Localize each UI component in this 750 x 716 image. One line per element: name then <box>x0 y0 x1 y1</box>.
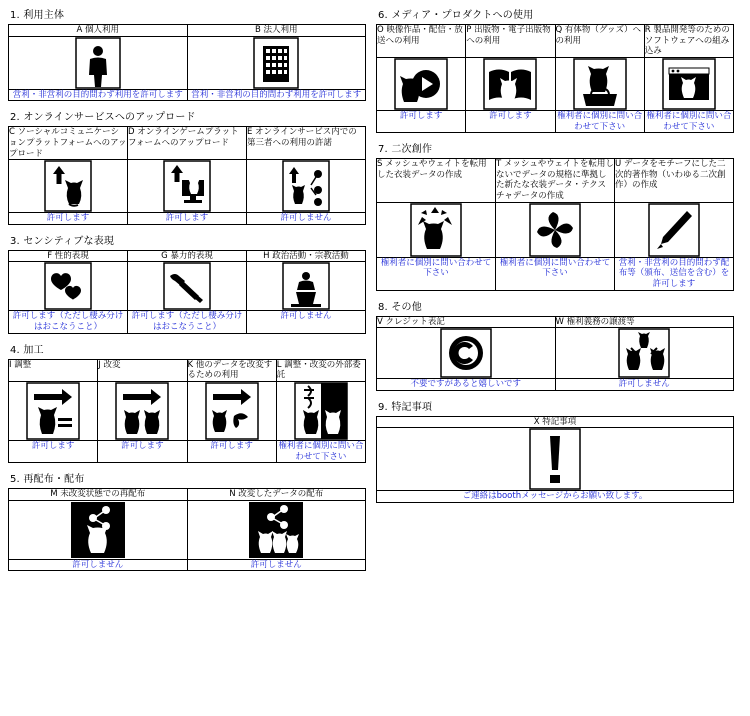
item-header-m: M 未改変状態での再配布 <box>9 489 188 501</box>
item-icon-s <box>377 202 496 257</box>
item-icon-q <box>555 57 644 110</box>
item-header-c: C ソーシャルコミュニケーションプラットフォームへのアップロード <box>9 127 127 159</box>
item-permission-u: 営利・非営利の目的問わず配布等（頒布、送信を含む）を許可します <box>614 257 733 290</box>
transfer-cats-icon <box>613 328 675 378</box>
section-8-title: 8. その他 <box>378 301 422 313</box>
section-5 <box>8 470 366 571</box>
item-icon-r <box>644 57 733 110</box>
play-button-icon <box>390 58 452 110</box>
item-icon-n <box>187 500 366 559</box>
item-icon-k <box>187 381 276 440</box>
section-6 <box>376 6 734 133</box>
section-1 <box>8 6 366 101</box>
item-permission-m: 許可しません <box>9 559 188 571</box>
item-header-t: T メッシュやウェイトを転用しないでデータの規格に準拠した新たな衣装データ・テクスチャデータの作成 <box>495 159 614 201</box>
item-header-k: K 他のデータを改変するための利用 <box>187 359 276 381</box>
section-6-table <box>376 24 734 133</box>
cat-handoff-icon <box>290 382 352 440</box>
item-icon-x <box>377 428 734 491</box>
section-3-title: 3. センシティブな表現 <box>10 235 115 247</box>
item-header-d: D オンラインゲームプラットフォームへのアップロード <box>127 127 246 160</box>
item-permission-h: 許可しません <box>246 311 365 333</box>
item-icon-o <box>377 57 466 110</box>
item-icon-w <box>555 328 734 379</box>
knife-icon <box>158 262 216 310</box>
item-icon-v <box>377 328 556 379</box>
item-permission-l: 権利者に個別に問い合わせて下さい <box>276 440 365 462</box>
item-header-p: P 出版物・電子出版物への利用 <box>466 25 555 58</box>
cat-share-black-icon <box>65 501 131 559</box>
item-permission-v: 不要ですがあると嬉しいです <box>377 379 556 391</box>
item-permission-p: 許可します <box>466 110 555 132</box>
section-8 <box>376 298 734 391</box>
copyright-icon <box>435 328 497 378</box>
item-permission-x: ご連絡はboothメッセージからお願い致します。 <box>377 491 734 503</box>
item-header-s: S メッシュやウェイトを転用した衣装データの作成 <box>377 159 496 203</box>
person-icon <box>68 37 128 89</box>
item-header-b: B 法人利用 <box>187 25 366 37</box>
item-header-x: X 特記事項 <box>377 416 734 428</box>
item-permission-g: 許可します（ただし棲み分けはおこなうこと） <box>127 311 246 333</box>
item-header-w: W 権利義務の譲渡等 <box>555 316 734 328</box>
section-3 <box>8 232 366 334</box>
item-permission-j: 許可します <box>98 440 187 462</box>
item-header-h: H 政治活動・宗教活動 <box>246 250 365 262</box>
item-header-e: E オンラインサービス内での第三者への利用の許諾 <box>246 127 365 160</box>
cats-share-icon <box>243 501 309 559</box>
item-icon-a <box>9 36 188 89</box>
item-permission-k: 許可します <box>187 440 276 462</box>
item-header-i: I 調整 <box>9 359 98 381</box>
item-header-g: G 暴力的表現 <box>127 250 246 262</box>
podium-icon <box>277 262 335 310</box>
item-icon-t <box>495 202 614 257</box>
item-icon-d <box>127 160 246 213</box>
section-2-title: 2. オンラインサービスへのアップロード <box>10 112 196 124</box>
item-header-f: F 性的表現 <box>9 250 128 262</box>
item-header-q: Q 有体物（グッズ）への利用 <box>555 25 644 58</box>
item-permission-t: 権利者に個別に問い合わせて下さい <box>495 257 614 290</box>
hearts-icon <box>39 262 97 310</box>
item-icon-g <box>127 262 246 311</box>
section-7-table <box>376 158 734 290</box>
cat-upload-icon <box>39 160 97 212</box>
item-permission-s: 権利者に個別に問い合わせて下さい <box>377 257 496 290</box>
item-icon-h <box>246 262 365 311</box>
item-icon-c <box>9 160 128 213</box>
left-column <box>8 6 366 710</box>
section-2-table <box>8 126 366 225</box>
section-4-title: 4. 加工 <box>10 344 44 356</box>
section-8-table <box>376 316 734 391</box>
item-permission-e: 許可しません <box>246 213 365 225</box>
section-9-table <box>376 416 734 503</box>
book-cat-icon <box>479 58 541 110</box>
section-1-table <box>8 24 366 101</box>
item-permission-q: 権利者に個別に問い合わせて下さい <box>555 110 644 132</box>
section-1-title: 1. 利用主体 <box>10 10 65 21</box>
item-icon-m <box>9 500 188 559</box>
item-permission-n: 許可しません <box>187 559 366 571</box>
brush-icon <box>643 203 705 257</box>
cat-equal-icon <box>22 382 84 440</box>
exclamation-icon <box>522 428 588 490</box>
item-header-a: A 個人利用 <box>9 25 188 37</box>
right-column <box>376 6 734 710</box>
section-7-title: 7. 二次創作 <box>378 144 433 156</box>
section-5-table <box>8 488 366 571</box>
cat-share-icon <box>277 160 335 212</box>
cat-arrow-shape-icon <box>201 382 263 440</box>
item-permission-o: 許可します <box>377 110 466 132</box>
item-header-r: R 製品開発等のためのソフトウェアへの組み込み <box>644 25 733 58</box>
section-5-title: 5. 再配布・配布 <box>10 474 85 486</box>
item-permission-r: 権利者に個別に問い合わせて下さい <box>644 110 733 132</box>
item-icon-j <box>98 381 187 440</box>
section-4 <box>8 341 366 464</box>
item-header-v: V クレジット表記 <box>377 316 556 328</box>
item-permission-b: 営利・非営利の目的問わず利用を許可します <box>187 89 366 101</box>
section-4-table <box>8 359 366 464</box>
item-icon-f <box>9 262 128 311</box>
item-header-u: U データをモチーフにした二次的著作物（いわゆる二次創作）の作成 <box>614 159 733 203</box>
section-6-title: 6. メディア・プロダクトへの使用 <box>378 10 534 21</box>
item-header-l: L 調整・改変の外部委託 <box>276 359 365 381</box>
item-permission-a: 営利・非営利の目的問わず利用を許可します <box>9 89 188 101</box>
cat-recycle-icon <box>405 203 467 257</box>
pinwheel-icon <box>524 203 586 257</box>
item-permission-f: 許可します（ただし棲み分けはおこなうこと） <box>9 311 128 333</box>
item-permission-w: 許可しません <box>555 379 734 391</box>
item-icon-l <box>276 381 365 440</box>
item-icon-b <box>187 36 366 89</box>
item-permission-d: 許可します <box>127 213 246 225</box>
item-header-o: O 映像作品・配信・放送への利用 <box>377 25 466 58</box>
section-9-title: 9. 特記事項 <box>378 401 433 413</box>
software-window-icon <box>658 58 720 110</box>
item-header-j: J 改変 <box>98 359 187 381</box>
cat-monitor-icon <box>158 160 216 212</box>
item-icon-e <box>246 160 365 213</box>
section-9 <box>376 398 734 503</box>
section-2 <box>8 108 366 225</box>
cat-arrow-cat-icon <box>111 382 173 440</box>
item-header-n: N 改変したデータの配布 <box>187 489 366 501</box>
goods-cat-icon <box>569 58 631 110</box>
item-icon-p <box>466 57 555 110</box>
item-permission-i: 許可します <box>9 440 98 462</box>
item-icon-u <box>614 202 733 257</box>
section-7 <box>376 140 734 290</box>
item-icon-i <box>9 381 98 440</box>
section-3-table <box>8 250 366 334</box>
item-permission-c: 許可します <box>9 213 128 225</box>
building-icon <box>246 37 306 89</box>
